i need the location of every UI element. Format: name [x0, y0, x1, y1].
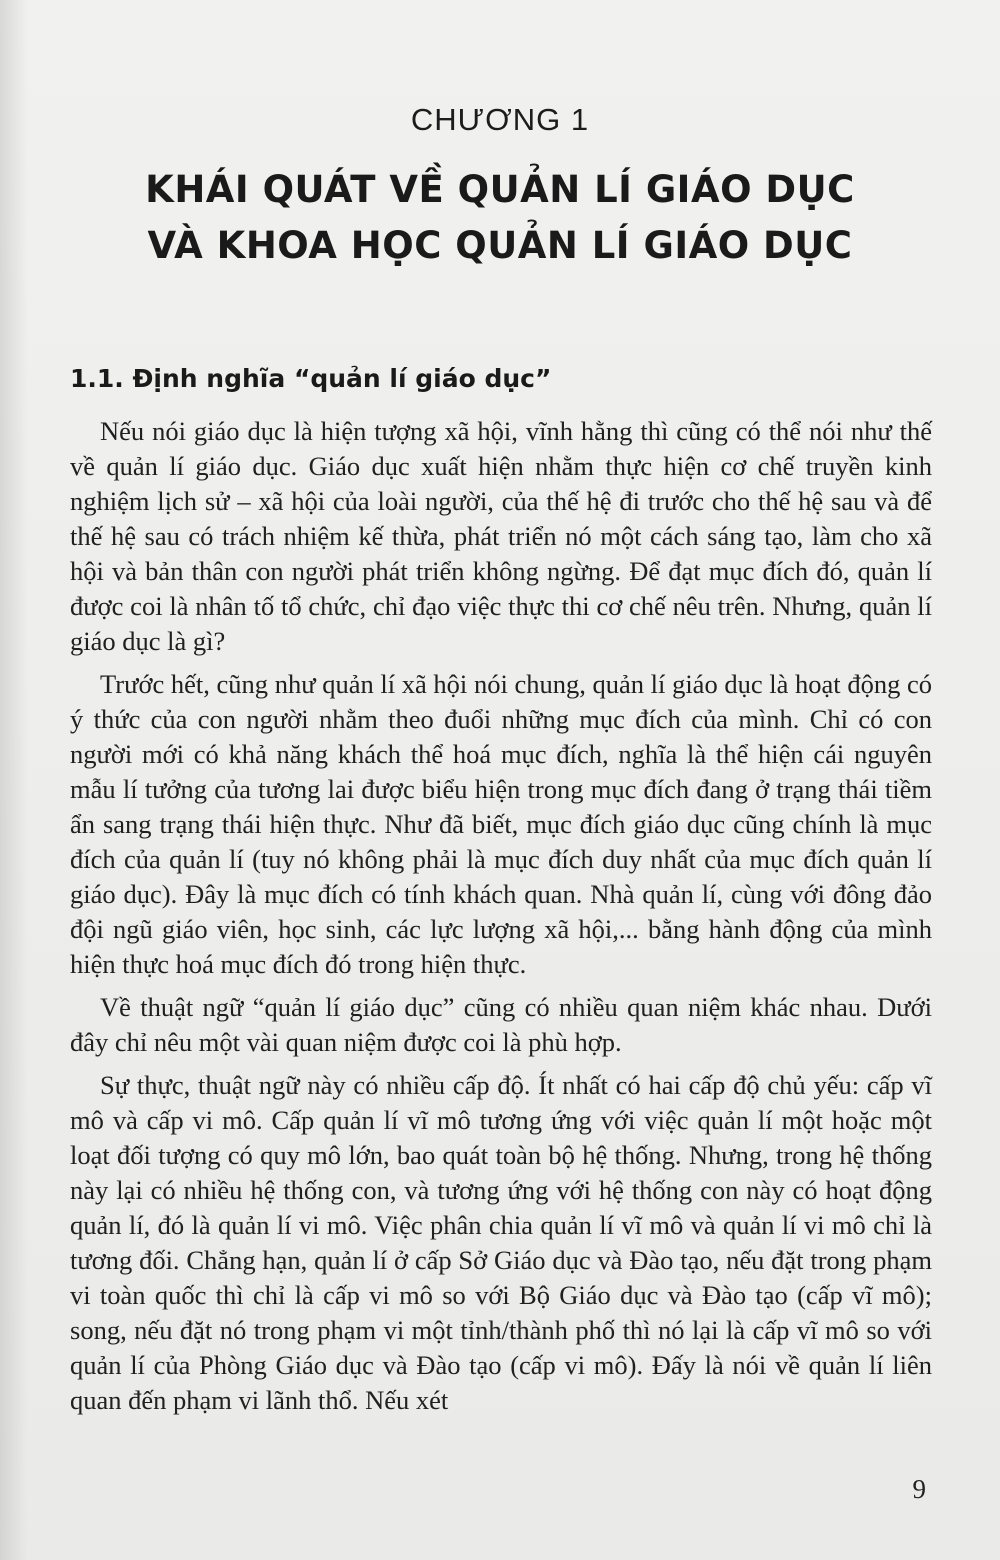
paragraph-3: Về thuật ngữ “quản lí giáo dục” cũng có nhiều quan niệm khác nhau. Dưới đây chỉ nêu một vài quan niệm được coi là phù hợp.: [70, 992, 932, 1057]
chapter-label: CHƯƠNG 1: [410, 102, 590, 137]
section-heading: 1.1. Định nghĩa “quản lí giáo dục”: [70, 364, 552, 393]
chapter-title-line-2: VÀ KHOA HỌC QUẢN LÍ GIÁO DỤC: [147, 224, 853, 267]
chapter-title-line-1: KHÁI QUÁT VỀ QUẢN LÍ GIÁO DỤC: [145, 168, 855, 211]
paragraph-4: Sự thực, thuật ngữ này có nhiều cấp độ. Ít nhất có hai cấp độ chủ yếu: cấp vĩ mô và cấp vi mô. Cấp quản lí vĩ mô tương ứng với việc quản lí một hoặc một loạt đối tượng có quy mô lớn, bao quát toàn bộ hệ thống. Nhưng, trong hệ thống này lại có nhiều hệ thống con, và tương ứng với hệ thống con này có hoạt động quản lí, đó là quản lí vi mô. Việc phân chia quản lí vĩ mô và quản lí vi mô chỉ là tương đối. Chẳng hạn, quản lí ở cấp Sở Giáo dục và Đào tạo, nếu đặt trong phạm vi toàn quốc thì chỉ là cấp vi mô so với Bộ Giáo dục và Đào tạo (cấp vĩ mô); song, nếu đặt nó trong phạm vi một tỉnh/thành phố thì nó lại là cấp vĩ mô so với quản lí của Phòng Giáo dục và Đào tạo (cấp vi mô). Đấy là nói về quản lí liên quan đến phạm vi lãnh thổ. Nếu xét: [70, 1070, 932, 1415]
paragraph-2: Trước hết, cũng như quản lí xã hội nói chung, quản lí giáo dục là hoạt động có ý thức của con người nhằm theo đuổi những mục đích của mình. Chỉ có con người mới có khả năng khách thể hoá mục đích, nghĩa là thể hiện cái nguyên mẫu lí tưởng của tương lai được biểu hiện trong mục đích đang ở trạng thái tiềm ẩn sang trạng thái hiện thực. Như đã biết, mục đích giáo dục cũng chính là mục đích của quản lí (tuy nó không phải là mục đích duy nhất của mục đích quản lí giáo dục). Đây là mục đích có tính khách quan. Nhà quản lí, cùng với đông đảo đội ngũ giáo viên, học sinh, các lực lượng xã hội,... bằng hành động của mình hiện thực hoá mục đích đó trong hiện thực.: [70, 669, 932, 979]
page-number: 9: [912, 1474, 926, 1504]
paragraph-1: Nếu nói giáo dục là hiện tượng xã hội, vĩnh hằng thì cũng có thể nói như thế về quản lí giáo dục. Giáo dục xuất hiện nhằm thực hiện cơ chế truyền kinh nghiệm lịch sử – xã hội của loài người, của thế hệ đi trước cho thế hệ sau và để thế hệ sau có trách nhiệm kế thừa, phát triển nó một cách sáng tạo, làm cho xã hội và bản thân con người phát triển không ngừng. Để đạt mục đích đó, quản lí được coi là nhân tố tổ chức, chỉ đạo việc thực thi cơ chế nêu trên. Nhưng, quản lí giáo dục là gì?: [70, 416, 932, 656]
body-text: [70, 414, 932, 1426]
